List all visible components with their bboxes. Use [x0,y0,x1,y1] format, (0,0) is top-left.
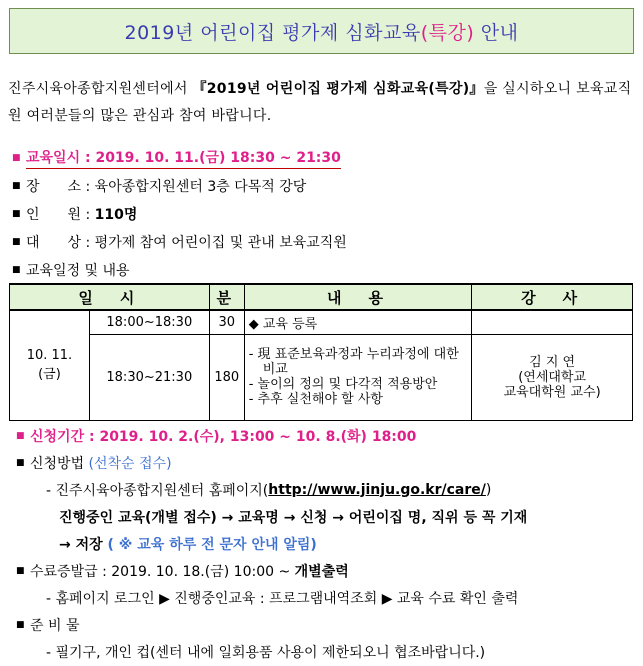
certificate: ■ 수료증발급 : 2019. 10. 18.(금) 10:00 ~ 개별출력 [16,563,349,580]
time-cell: 18:00~18:30 [89,310,209,334]
apply-method-line1: - 진주시육아종합지원센터 홈페이지( http://www.jinju.go.kr/care/ ) [46,481,492,499]
lecturer-affiliation: 교육대학원 교수) [503,384,601,400]
title-main: 2019년 어린이집 평가제 심화교육 [124,21,421,44]
bullet-icon: ■ [16,457,25,468]
info-place: ■ 장 소 : 육아종합지원센터 3층 다목적 강당 [12,179,307,195]
info-people: ■ 인 원 : 110명 [12,207,138,223]
apply-period: ■ 신청기간 : 2019. 10. 2.(수), 13:00 ~ 10. 8.(화) 18:00 [16,428,417,445]
intro-paragraph [8,76,634,130]
page-title [9,8,634,54]
info-target: ■ 대 상 : 평가제 참여 어린이집 및 관내 보육교직원 [12,235,347,251]
content-cell [244,334,472,420]
lecturer-cell-empty [472,310,633,334]
application-info [16,422,636,665]
table-header-row [10,284,633,310]
info-schedule: ■ 교육일정 및 내용 [12,263,130,279]
apply-method-line2: 진행중인 교육(개별 접수) → 교육명 → 신청 → 어린이집 명, 직위 등 꼭 기재 [59,509,528,526]
table-row [10,310,633,334]
apply-method-line3: → 저장 ( ※ 교육 하루 전 문자 안내 알림) [59,536,317,553]
lecturer-name: 김 지 연 [529,354,576,370]
info-datetime [12,144,632,172]
lecturer-cell [472,334,633,420]
intro-text1: 진주시육아종합지원센터에서 [8,81,193,97]
apply-method: ■ 신청방법 (선착순 접수) [16,455,172,472]
bullet-icon: ■ [12,265,21,275]
header-datetime: 일 시 [10,284,210,310]
bullet-icon: ■ [12,153,21,163]
minutes-cell: 180 [209,334,244,420]
bullet-icon: ■ [16,619,25,630]
title-highlight: (특강) [420,21,475,44]
bullet-icon: ■ [16,430,25,441]
header-lecturer: 강 사 [472,284,633,310]
content-item: - 現 표준보육과정과 누리과정에 대한 비교 [248,347,459,377]
lecturer-affiliation: (연세대학교 [518,369,587,385]
table-row [10,334,633,420]
content-item: - 추후 실천해야 할 사항 [248,392,383,407]
header-minutes: 분 [209,284,244,310]
bullet-icon: ■ [16,565,25,576]
intro-text2: 을 실시하오니 보육교직원 여러분들의 많은 관심과 참여 바랍니다. [8,81,632,124]
event-info [12,144,632,284]
time-cell: 18:30~21:30 [89,334,209,420]
homepage-link[interactable]: http://www.jinju.go.kr/care/ [268,481,486,498]
bullet-icon: ■ [12,209,21,219]
bullet-icon: ■ [12,181,21,191]
minutes-cell: 30 [209,310,244,334]
content-item: - 놀이의 정의 및 다각적 적용방안 [248,377,438,392]
datetime-text: 교육일시 : 2019. 10. 11.(금) 18:30 ~ 21:30 [26,147,341,169]
certificate-line: - 홈페이지 로그인 ▶ 진행중인교육 : 프로그램내역조회 ▶ 교육 수료 확인 출력 [46,590,519,607]
date-cell: 10. 11. (금) [10,310,90,420]
prep-line: - 필기구, 개인 컵(센터 내에 일회용품 사용이 제한되오니 협조바랍니다.) [46,644,486,661]
schedule-table [9,283,633,421]
bullet-icon: ■ [12,237,21,247]
header-content: 내 용 [244,284,472,310]
prep: ■ 준 비 물 [16,617,80,634]
content-cell: ◆ 교육 등록 [244,310,472,334]
title-suffix: 안내 [474,21,519,44]
intro-event-name: 『2019년 어린이집 평가제 심화교육(특강)』 [192,81,484,97]
